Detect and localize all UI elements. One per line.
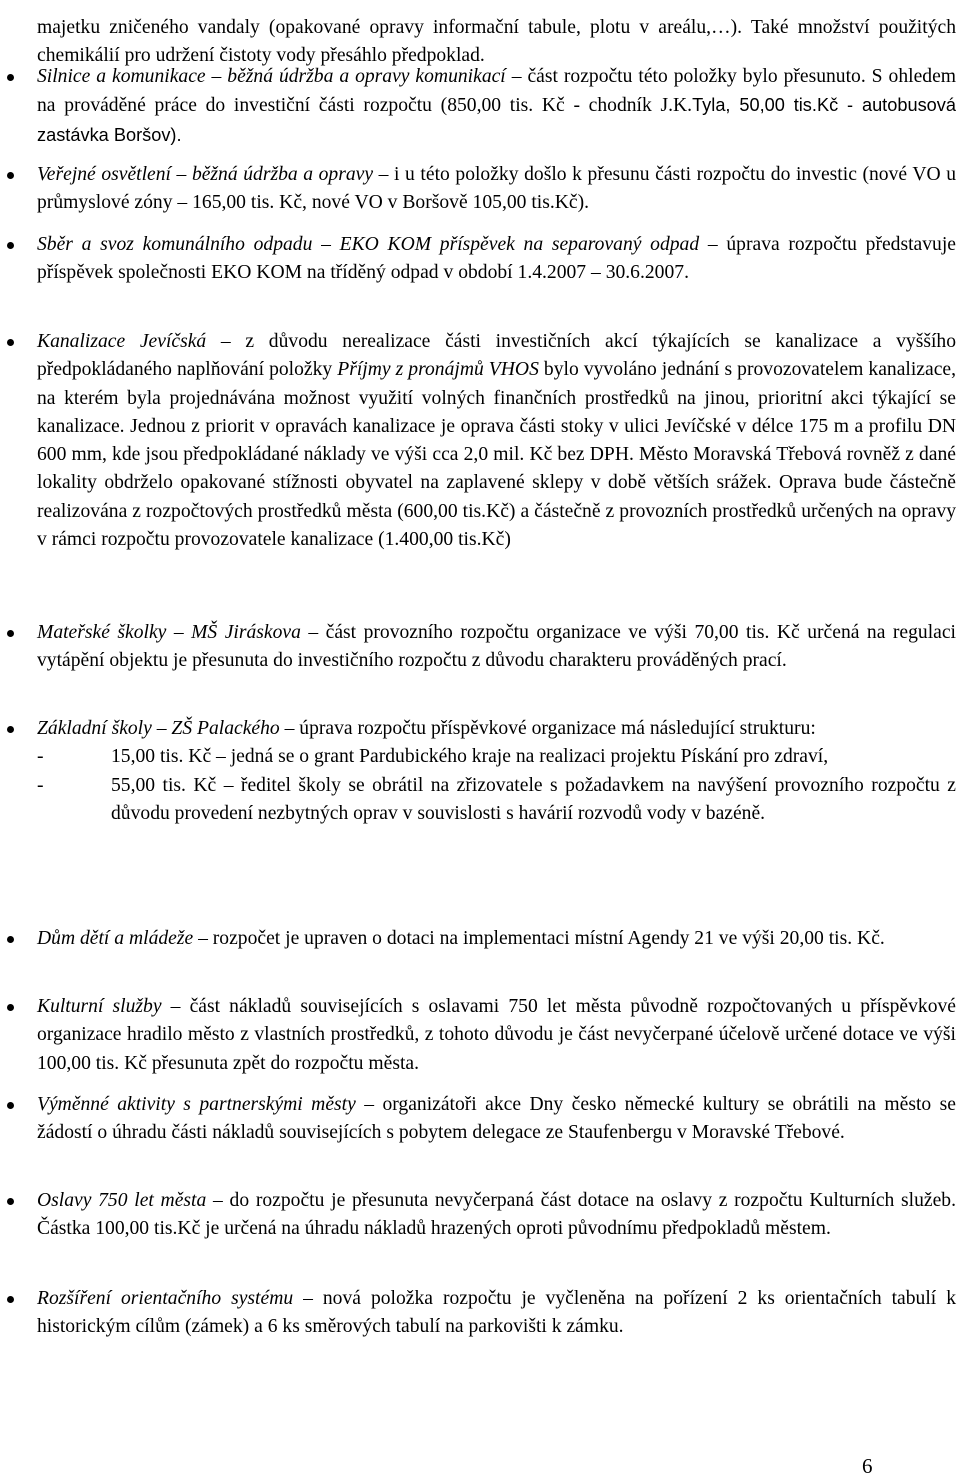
item-title: Kulturní služby xyxy=(37,996,162,1017)
bullet-icon xyxy=(7,1102,14,1109)
sub-item-text: 55,00 tis. Kč – ředitel školy se obrátil na zřizovatele s požadavkem na navýšení provozního rozpočtu z důvodu provedení nezbytných oprav v souvislosti s havárií rozvodů vody v bazéně. xyxy=(111,774,956,824)
item-text-continued: bylo vyvoláno jednání s provozovatelem kanalizace, na kterém byla projednávána možnost využití volných finančních prostředků na jinou, prioritní akci týkající se kanalizace. Jednou z priorit v opravách kanalizace je oprava části stoky v ulici Jevíčské v délce 175 m a profilu DN 600 mm, kde jsou předpokládané náklady ve výši cca 2,0 mil. Kč bez DPH. Město Moravská Třebová rovněž z dané lokality obdrželo opakované stížnosti obyvatel na zaplavené sklepy v době větších srážek. Oprava bude částečně realizována z rozpočtových prostředků města (600,00 tis.Kč) a částečně z provozních prostředků určených na opravy v rámci rozpočtu provozovatele kanalizace (1.400,00 tis.Kč) xyxy=(37,359,956,551)
bullet-icon xyxy=(7,936,14,943)
item-title: Sběr a svoz komunálního odpadu – EKO KOM příspěvek na separovaný odpad xyxy=(37,234,700,255)
list-item-skolky xyxy=(37,619,956,676)
list-item-oslavy xyxy=(37,1187,956,1244)
sub-item xyxy=(37,743,956,771)
bullet-icon xyxy=(7,726,14,733)
list-item-kultura xyxy=(37,993,956,1078)
list-item-ddm xyxy=(37,925,956,953)
dash-mark: - xyxy=(37,774,44,796)
list-item-silnice xyxy=(37,63,956,150)
bullet-icon xyxy=(7,1004,14,1011)
item-text: – i u této položky došlo k přesunu části rozpočtu do investic (nové VO u průmyslové zóny – 165,00 tis. Kč, nové VO v Boršově 105,00 tis.Kč). xyxy=(37,164,956,214)
item-text: – nová položka rozpočtu je vyčleněna na pořízení 2 ks orientačních tabulí k historickým cílům (zámek) a 6 ks směrových tabulí na parkovišti k zámku. xyxy=(37,1288,956,1338)
item-text-sans: Tyla, 50,00 tis.Kč - autobusová zastávka Boršov). xyxy=(37,95,957,145)
item-text: – část nákladů souvisejících s oslavami 750 let města původně rozpočtovaných u příspěvkové organizace hradilo město z vlastních prostředků, z tohoto důvodu je část nevyčerpané účelově určené dotace ve výši 100,00 tis. Kč přesunuta zpět do rozpočtu města. xyxy=(37,996,956,1074)
item-title: Rozšíření orientačního systému xyxy=(37,1288,294,1309)
list-item-vymenne xyxy=(37,1091,956,1148)
item-text: – úprava rozpočtu příspěvkové organizace má následující strukturu: xyxy=(279,718,816,739)
item-title: Mateřské školky – MŠ Jiráskova xyxy=(37,622,301,643)
item-text: – část provozního rozpočtu organizace ve výši 70,00 tis. Kč určená na regulaci vytápění objektu je přesunuta do investičního rozpočtu z důvodu charakteru prováděných prací. xyxy=(37,622,956,672)
list-item-orientacni xyxy=(37,1285,956,1342)
item-title: Základní školy – ZŠ Palackého xyxy=(37,718,280,739)
bullet-icon xyxy=(7,1296,14,1303)
list-item-odpad xyxy=(37,231,956,288)
item-text: – rozpočet je upraven o dotaci na implementaci místní Agendy 21 ve výši 20,00 tis. Kč. xyxy=(193,928,885,949)
item-title: Výměnné aktivity s partnerskými městy xyxy=(37,1094,356,1115)
sub-item xyxy=(37,772,956,829)
item-title: Kanalizace Jevíčská xyxy=(37,331,207,352)
item-subtitle: Příjmy z pronájmů VHOS xyxy=(337,359,539,381)
sub-item-text: 15,00 tis. Kč – jedná se o grant Pardubického kraje na realizaci projektu Pískání pro zdraví, xyxy=(111,746,829,768)
list-item-osvetleni xyxy=(37,161,956,218)
item-text: – část rozpočtu této položky bylo přesunuto. S ohledem na prováděné práce do investiční části rozpočtu (850,00 tis. Kč - chodník J.K. xyxy=(37,66,957,117)
intro-paragraph: majetku zničeného vandaly (opakované opravy informační tabule, plotu v areálu,…). Také množství použitých chemikálií pro udržení čistoty vody přesáhlo předpoklad. xyxy=(37,16,956,66)
bullet-icon xyxy=(7,1198,14,1205)
bullet-icon xyxy=(7,339,14,346)
item-title: Dům dětí a mládeže xyxy=(37,928,194,949)
bullet-icon xyxy=(7,242,14,249)
item-text: – organizátoři akce Dny česko německé kultury se obrátili na město se žádostí o úhradu části nákladů souvisejících s pobytem delegace ze Staufenbergu v Moravské Třebové. xyxy=(37,1094,956,1144)
item-title: Silnice a komunikace – běžná údržba a opravy komunikací xyxy=(37,66,506,87)
item-text: – do rozpočtu je přesunuta nevyčerpaná část dotace na oslavy z rozpočtu Kulturních služeb. Částka 100,00 tis.Kč je určená na úhradu nákladů hrazených oproti původnímu předpokladů městem. xyxy=(37,1190,957,1240)
item-text: – úprava rozpočtu představuje příspěvek společnosti EKO KOM na tříděný odpad v období 1.4.2007 – 30.6.2007. xyxy=(37,234,956,284)
item-title: Oslavy 750 let města xyxy=(37,1190,207,1211)
list-item-kanalizace xyxy=(37,328,956,554)
page-number: 6 xyxy=(862,1454,873,1478)
list-item-skoly xyxy=(37,715,956,828)
item-title: Veřejné osvětlení – běžná údržba a opravy xyxy=(37,164,374,185)
bullet-icon xyxy=(7,630,14,637)
dash-mark: - xyxy=(37,746,44,768)
item-text: – z důvodu nerealizace části investičních akcí týkajících se kanalizace a vyššího předpokládaného naplňování položky xyxy=(37,331,956,381)
bullet-icon xyxy=(7,74,14,81)
bullet-icon xyxy=(7,172,14,179)
